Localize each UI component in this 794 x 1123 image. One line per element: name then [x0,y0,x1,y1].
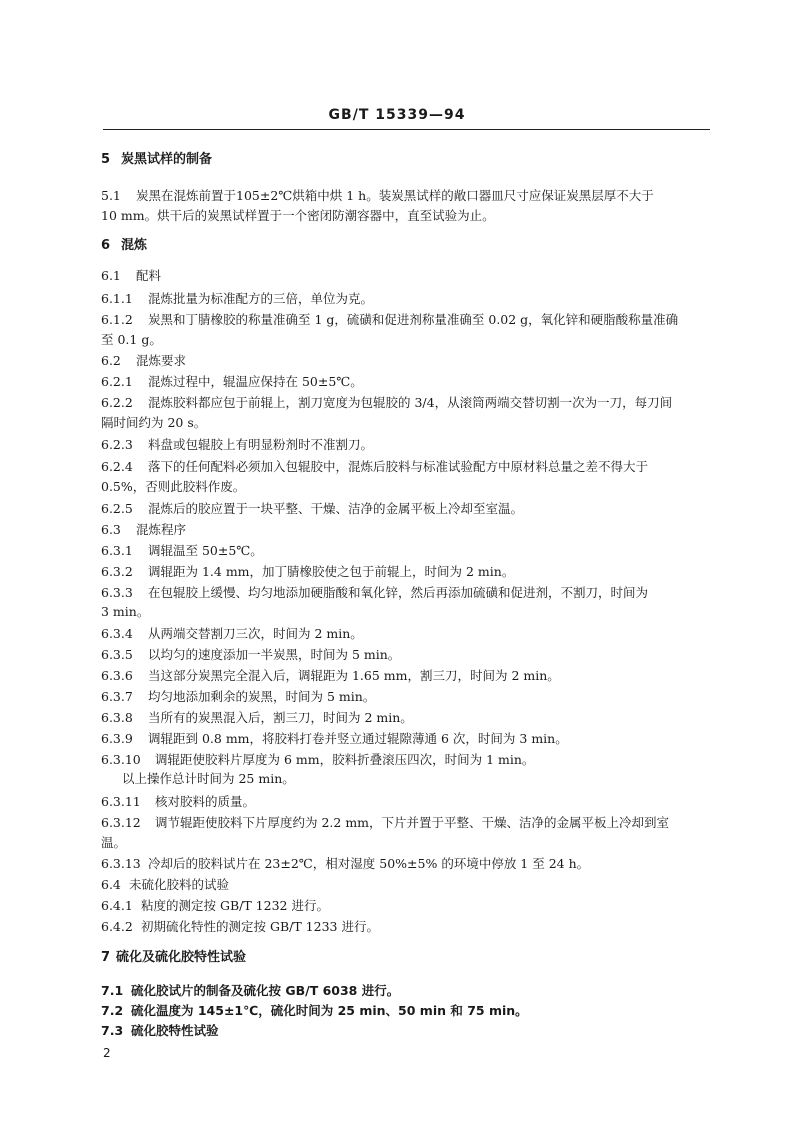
standard-number-header: GB/T 15339—94 [328,107,466,123]
section-number: 6 [101,238,111,253]
clause-number: 6.3.1 [101,543,133,558]
clause-text: 未硫化胶料的试验 [129,877,230,892]
clause-text: 混炼要求 [136,353,187,368]
clause-text: 当这部分炭黑完全混入后，调辊距为 1.65 mm，割三刀，时间为 2 min。 [148,668,560,683]
clause-text: 以上操作总计时间为 25 min。 [122,771,295,786]
clause-number: 6.3.11 [101,794,141,809]
clause-text: 10 mm。烘干后的炭黑试样置于一个密闭防潮容器中，直至试验为止。 [101,208,495,223]
clause-number: 6.3.2 [101,564,133,579]
clause-text: 混炼胶料都应包于前辊上，割刀宽度为包辊胶的 3/4，从滚筒两端交替切割一次为一刀，每刀间 [148,395,673,410]
clause-text: 当所有的炭黑混入后，割三刀，时间为 2 min。 [148,710,413,725]
clause-text: 0.5%，否则此胶料作废。 [101,479,246,494]
clause-text: 以均匀的速度添加一半炭黑，时间为 5 min。 [148,647,401,662]
clause-number: 6.3.3 [101,585,133,600]
clause-text: 炭黑和丁腈橡胶的称量准确至 1 g，硫磺和促进剂称量准确至 0.02 g，氧化锌和硬脂酸称量准确 [148,312,679,327]
clause-number: 6.2.3 [101,437,133,452]
clause-text: 3 min。 [101,604,150,619]
clause-number: 6.2.4 [101,459,133,474]
section-title: 混炼 [121,238,148,253]
clause-text: 冷却后的胶料试片在 23±2℃，相对湿度 50%±5% 的环境中停放 1 至 24 h。 [148,856,590,871]
clause-text: 落下的任何配料必须加入包辊胶中，混炼后胶料与标准试验配方中原材料总量之差不得大于 [148,459,649,474]
section-title: 炭黑试样的制备 [121,152,213,167]
clause-number: 6.4.2 [101,919,133,934]
clause-text: 均匀地添加剩余的炭黑，时间为 5 min。 [148,689,376,704]
clause-number: 7.3 [101,1023,124,1038]
clause-number: 7.1 [101,983,124,998]
clause-text: 混炼过程中，辊温应保持在 50±5℃。 [148,374,363,389]
clause-number: 6.4.1 [101,898,133,913]
section-title: 硫化及硫化胶特性试验 [116,950,247,965]
clause-text: 硫化胶特性试验 [131,1023,219,1038]
clause-text: 混炼批量为标准配方的三倍，单位为克。 [148,291,374,306]
clause-number: 6.1 [101,268,121,283]
clause-text: 混炼程序 [136,522,187,537]
clause-text: 核对胶料的质量。 [155,794,256,809]
clause-text: 初期硫化特性的测定按 GB/T 1233 进行。 [141,919,379,934]
clause-text: 调辊温至 50±5℃。 [148,543,263,558]
clause-text: 从两端交替割刀三次，时间为 2 min。 [148,626,363,641]
clause-text: 调节辊距使胶料下片厚度约为 2.2 mm，下片并置于平整、干燥、洁净的金属平板上冷却到室 [155,815,670,830]
clause-text: 硫化胶试片的制备及硫化按 GB/T 6038 进行。 [131,983,400,998]
clause-number: 6.3 [101,522,121,537]
clause-number: 6.3.6 [101,668,133,683]
clause-number: 6.3.8 [101,710,133,725]
clause-text: 至 0.1 g。 [101,332,162,347]
header-rule [103,129,710,130]
clause-number: 6.3.13 [101,856,141,871]
clause-text: 调辊距使胶料片厚度为 6 mm，胶料折叠滚压四次，时间为 1 min。 [155,752,535,767]
clause-number: 6.4 [101,877,121,892]
clause-number: 6.2.5 [101,501,133,516]
clause-number: 6.1.2 [101,312,133,327]
clause-number: 6.3.10 [101,752,141,767]
section-number: 5 [101,152,111,167]
clause-text: 在包辊胶上缓慢、均匀地添加硬脂酸和氧化锌，然后再添加硫磺和促进剂，不割刀，时间为 [148,585,649,600]
clause-number: 6.2.2 [101,395,133,410]
clause-number: 6.3.7 [101,689,133,704]
clause-text: 调辊距到 0.8 mm，将胶料打卷并竖立通过辊隙薄通 6 次，时间为 3 min。 [148,731,568,746]
clause-text: 配料 [136,268,162,283]
page-number: 2 [103,1046,111,1060]
clause-number: 5.1 [101,188,121,203]
clause-text: 混炼后的胶应置于一块平整、干燥、洁净的金属平板上冷却至室温。 [148,501,524,516]
clause-text: 隔时间约为 20 s。 [101,415,207,430]
clause-number: 6.3.12 [101,815,141,830]
clause-number: 6.1.1 [101,291,133,306]
clause-number: 6.3.5 [101,647,133,662]
clause-text: 料盘或包辊胶上有明显粉剂时不准割刀。 [148,437,374,452]
clause-text: 温。 [101,835,127,850]
clause-text: 硫化温度为 145±1℃，硫化时间为 25 min、50 min 和 75 min。 [131,1003,528,1018]
section-number: 7 [101,950,111,965]
clause-text: 粘度的测定按 GB/T 1232 进行。 [141,898,329,913]
clause-number: 6.2 [101,353,121,368]
clause-number: 7.2 [101,1003,124,1018]
clause-number: 6.2.1 [101,374,133,389]
clause-number: 6.3.9 [101,731,133,746]
clause-text: 调辊距为 1.4 mm，加丁腈橡胶使之包于前辊上，时间为 2 min。 [148,564,515,579]
clause-number: 6.3.4 [101,626,133,641]
clause-text: 炭黑在混炼前置于105±2℃烘箱中烘 1 h。装炭黑试样的敞口器皿尺寸应保证炭黑层厚不大于 [136,188,654,203]
